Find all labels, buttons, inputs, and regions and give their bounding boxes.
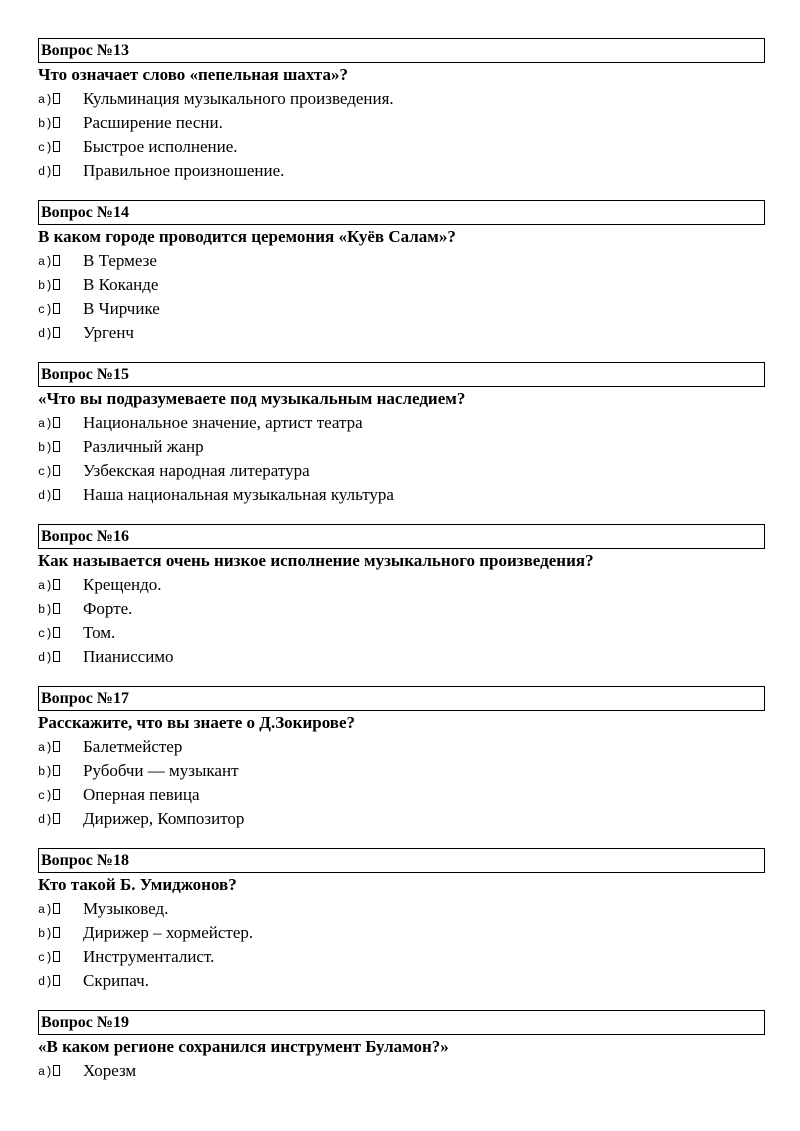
option-mark: b) — [38, 922, 60, 946]
option-mark: d) — [38, 484, 60, 508]
question-header: Вопрос №17 — [38, 686, 765, 711]
checkbox-icon[interactable] — [53, 165, 60, 176]
option-text: Оперная певица — [83, 785, 200, 804]
checkbox-icon[interactable] — [53, 603, 60, 614]
option-mark: b) — [38, 436, 60, 460]
checkbox-icon[interactable] — [53, 93, 60, 104]
checkbox-icon[interactable] — [53, 117, 60, 128]
option-mark: a) — [38, 1060, 60, 1084]
option-mark: c) — [38, 622, 60, 646]
option-text: Том. — [83, 623, 116, 642]
question-text: Что означает слово «пепельная шахта»? — [38, 65, 348, 84]
question-block — [38, 38, 765, 183]
answer-option[interactable] — [38, 411, 765, 435]
answer-option[interactable] — [38, 573, 765, 597]
answer-option[interactable] — [38, 483, 765, 507]
question-text: Как называется очень низкое исполнение музыкального произведения? — [38, 551, 594, 570]
answer-option[interactable] — [38, 321, 765, 345]
checkbox-icon[interactable] — [53, 975, 60, 986]
answer-option[interactable] — [38, 735, 765, 759]
option-mark: d) — [38, 322, 60, 346]
option-mark: b) — [38, 598, 60, 622]
option-mark: c) — [38, 784, 60, 808]
option-mark: d) — [38, 808, 60, 832]
option-text: Музыковед. — [83, 899, 169, 918]
option-text: Инструменталист. — [83, 947, 215, 966]
question-text: Кто такой Б. Умиджонов? — [38, 875, 237, 894]
question-header: Вопрос №18 — [38, 848, 765, 873]
checkbox-icon[interactable] — [53, 579, 60, 590]
checkbox-icon[interactable] — [53, 303, 60, 314]
option-mark: a) — [38, 412, 60, 436]
option-mark: c) — [38, 460, 60, 484]
answer-option[interactable] — [38, 459, 765, 483]
option-text: Кульминация музыкального произведения. — [83, 89, 394, 108]
question-header: Вопрос №15 — [38, 362, 765, 387]
option-text: Дирижер, Композитор — [83, 809, 245, 828]
option-text: Хорезм — [83, 1061, 137, 1080]
checkbox-icon[interactable] — [53, 441, 60, 452]
answer-option[interactable] — [38, 759, 765, 783]
checkbox-icon[interactable] — [53, 627, 60, 638]
option-mark: c) — [38, 298, 60, 322]
checkbox-icon[interactable] — [53, 813, 60, 824]
checkbox-icon[interactable] — [53, 417, 60, 428]
option-mark: c) — [38, 946, 60, 970]
question-block — [38, 848, 765, 993]
question-block — [38, 200, 765, 345]
answer-option[interactable] — [38, 921, 765, 945]
answer-option[interactable] — [38, 87, 765, 111]
question-block — [38, 362, 765, 507]
checkbox-icon[interactable] — [53, 927, 60, 938]
option-mark: a) — [38, 88, 60, 112]
option-text: Балетмейстер — [83, 737, 183, 756]
option-text: Расширение песни. — [83, 113, 223, 132]
option-text: Узбекская народная литература — [83, 461, 310, 480]
answer-option[interactable] — [38, 159, 765, 183]
answer-option[interactable] — [38, 297, 765, 321]
option-text: Форте. — [83, 599, 133, 618]
answer-option[interactable] — [38, 135, 765, 159]
answer-option[interactable] — [38, 897, 765, 921]
question-header: Вопрос №16 — [38, 524, 765, 549]
checkbox-icon[interactable] — [53, 489, 60, 500]
checkbox-icon[interactable] — [53, 765, 60, 776]
checkbox-icon[interactable] — [53, 903, 60, 914]
question-block — [38, 686, 765, 831]
answer-option[interactable] — [38, 273, 765, 297]
option-text: Скрипач. — [83, 971, 149, 990]
option-mark: a) — [38, 736, 60, 760]
option-text: Различный жанр — [83, 437, 204, 456]
question-block — [38, 1010, 765, 1083]
checkbox-icon[interactable] — [53, 789, 60, 800]
option-mark: b) — [38, 274, 60, 298]
question-text: Расскажите, что вы знаете о Д.Зокирове? — [38, 713, 356, 732]
question-text: «В каком регионе сохранился инструмент Буламон?» — [38, 1037, 449, 1056]
answer-option[interactable] — [38, 945, 765, 969]
option-text: В Термезе — [83, 251, 157, 270]
option-text: Быстрое исполнение. — [83, 137, 238, 156]
checkbox-icon[interactable] — [53, 951, 60, 962]
question-header: Вопрос №19 — [38, 1010, 765, 1035]
option-mark: d) — [38, 970, 60, 994]
answer-option[interactable] — [38, 783, 765, 807]
checkbox-icon[interactable] — [53, 741, 60, 752]
option-mark: a) — [38, 574, 60, 598]
question-block — [38, 524, 765, 669]
answer-option[interactable] — [38, 969, 765, 993]
checkbox-icon[interactable] — [53, 651, 60, 662]
option-text: Национальное значение, артист театра — [83, 413, 363, 432]
answer-option[interactable] — [38, 645, 765, 669]
option-text: В Чирчике — [83, 299, 160, 318]
answer-option[interactable] — [38, 621, 765, 645]
checkbox-icon[interactable] — [53, 141, 60, 152]
option-mark: a) — [38, 898, 60, 922]
option-text: Наша национальная музыкальная культура — [83, 485, 394, 504]
answer-option[interactable] — [38, 435, 765, 459]
option-text: В Коканде — [83, 275, 159, 294]
answer-option[interactable] — [38, 111, 765, 135]
checkbox-icon[interactable] — [53, 327, 60, 338]
option-text: Дирижер – хормейстер. — [83, 923, 254, 942]
question-header: Вопрос №13 — [38, 38, 765, 63]
question-text: В каком городе проводится церемония «Куёв Салам»? — [38, 227, 456, 246]
option-text: Рубобчи — музыкант — [83, 761, 239, 780]
question-header: Вопрос №14 — [38, 200, 765, 225]
question-text: «Что вы подразумеваете под музыкальным наследием? — [38, 389, 466, 408]
option-mark: d) — [38, 160, 60, 184]
option-mark: b) — [38, 760, 60, 784]
checkbox-icon[interactable] — [53, 279, 60, 290]
option-text: Ургенч — [83, 323, 134, 342]
answer-option[interactable] — [38, 807, 765, 831]
checkbox-icon[interactable] — [53, 1065, 60, 1076]
answer-option[interactable] — [38, 249, 765, 273]
answer-option[interactable] — [38, 597, 765, 621]
option-text: Правильное произношение. — [83, 161, 285, 180]
option-mark: d) — [38, 646, 60, 670]
option-text: Пианиссимо — [83, 647, 174, 666]
option-mark: b) — [38, 112, 60, 136]
answer-option[interactable] — [38, 1059, 765, 1083]
checkbox-icon[interactable] — [53, 255, 60, 266]
option-mark: c) — [38, 136, 60, 160]
option-mark: a) — [38, 250, 60, 274]
option-text: Крещендо. — [83, 575, 162, 594]
checkbox-icon[interactable] — [53, 465, 60, 476]
